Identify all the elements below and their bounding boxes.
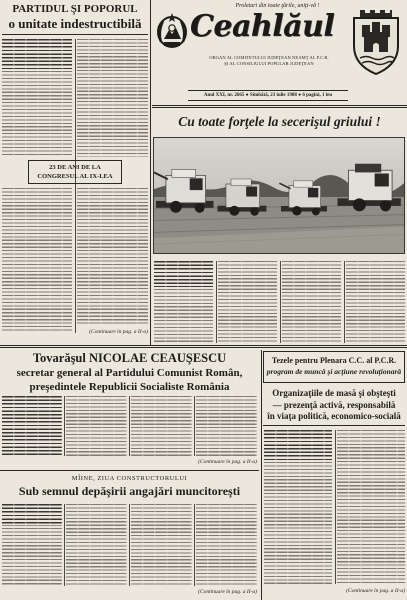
continuation-note: (Continuare în pag. a II-a) <box>346 588 405 594</box>
construction-article-intro-text <box>2 504 62 526</box>
harvest-photo <box>153 137 405 254</box>
lead-article-text <box>2 188 72 333</box>
official-headline-line: preşedintele Republicii Socialiste România <box>29 381 230 393</box>
column-divider <box>150 0 151 345</box>
continuation-note: (Continuare în pag. a II-a) <box>198 459 257 465</box>
masthead-motto: Proletari din toate ţările, uniţi-vă ! <box>235 3 320 9</box>
theses-box <box>263 351 405 383</box>
lead-article-text <box>77 188 148 326</box>
official-headline-line: Tovarăşul NICOLAE CEAUŞESCU <box>32 351 227 365</box>
official-article-text <box>131 396 192 456</box>
theses-article-text <box>337 430 405 584</box>
column-divider <box>280 261 281 343</box>
lead-article-headline: o unitate indestructibilă <box>8 16 142 31</box>
anniversary-box-line: 23 DE ANI DE LA <box>49 164 101 171</box>
lead-article-kicker: PARTIDUL ŞI POPORUL <box>12 3 138 15</box>
column-divider <box>344 261 345 343</box>
harvest-article-text <box>154 289 213 343</box>
column-divider <box>129 504 130 586</box>
theses-box-subtitle: program de muncă şi acţiune revoluţionară <box>266 367 402 376</box>
divider <box>0 470 259 471</box>
theses-headline-line: — prezenţă activă, responsabilă <box>272 399 396 410</box>
construction-article-text <box>2 528 62 586</box>
issue-line: Anul XXI, nr. 2665 ● Sîmbătă, 23 iulie 1988 ● 6 pagini, 1 leu <box>188 90 348 101</box>
theses-headline-line: în viaţa politică, economico-socială <box>267 411 401 421</box>
theses-box-title: Tezele pentru Plenara C.C. al P.C.R. <box>271 356 397 365</box>
theses-article-text <box>264 462 332 584</box>
column-divider <box>335 430 336 584</box>
harvest-article-text <box>218 261 277 343</box>
column-divider <box>129 396 130 456</box>
construction-kicker: MÎINE, ZIUA CONSTRUCTORULUI <box>71 475 188 482</box>
rsr-emblem-icon <box>156 12 188 50</box>
anniversary-box <box>28 160 122 184</box>
lead-article-intro-text <box>2 39 72 69</box>
divider <box>263 425 405 426</box>
harvest-headline: Cu toate forţele la secerişul griului ! <box>178 114 381 129</box>
lead-article-text <box>2 71 72 157</box>
continuation-note: (Continuare în pag. a II-a) <box>89 329 148 335</box>
county-coat-of-arms-icon <box>350 8 402 76</box>
divider <box>152 105 407 108</box>
continuation-note: (Continuare în pag. a II-a) <box>198 589 257 595</box>
harvest-article-text <box>282 261 341 343</box>
masthead-organ-line: ŞI AL CONSILIULUI POPULAR JUDEŢEAN <box>224 61 314 66</box>
construction-article-text <box>196 504 257 586</box>
divider <box>2 34 148 35</box>
construction-article-text <box>66 504 127 586</box>
column-divider <box>64 396 65 456</box>
newspaper-title: Ceahlăul <box>190 9 335 44</box>
theses-headline-line: Organizaţiile de masă şi obşteşti <box>272 388 396 398</box>
masthead-organ-line: ORGAN AL COMITETULUI JUDEŢEAN NEAMŢ AL P.C.R. <box>209 55 329 60</box>
column-divider <box>64 504 65 586</box>
column-divider <box>75 39 76 333</box>
official-article-text <box>66 396 127 456</box>
theses-article-intro-text <box>264 430 332 460</box>
construction-headline: Sub semnul depăşirii angajări muncitoreşti <box>18 484 241 498</box>
column-divider <box>216 261 217 343</box>
lead-article-text <box>77 39 148 157</box>
official-headline-line: secretar general al Partidului Comunist Român, <box>16 367 243 379</box>
construction-article-text <box>131 504 192 586</box>
anniversary-box-line: CONGRESUL AL IX-LEA <box>37 173 113 180</box>
column-divider <box>261 350 262 600</box>
column-divider <box>194 504 195 586</box>
official-article-text <box>196 396 257 456</box>
section-divider <box>0 345 407 348</box>
column-divider <box>194 396 195 456</box>
harvest-article-intro-text <box>154 261 213 287</box>
official-article-text <box>2 396 62 456</box>
harvest-article-text <box>346 261 405 343</box>
